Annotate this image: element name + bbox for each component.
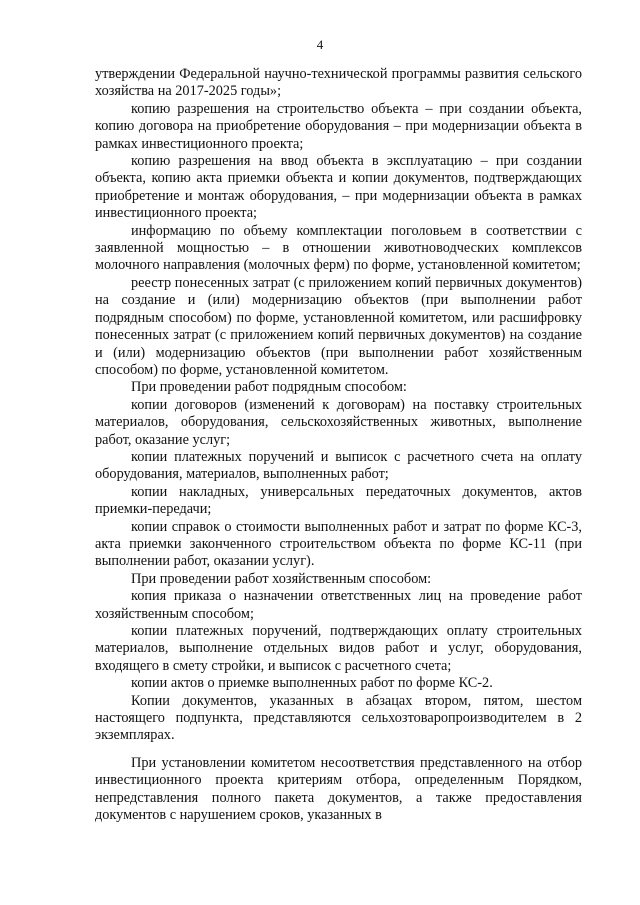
paragraph: копия приказа о назначении ответственных лиц на проведение работ хозяйственным способом; <box>95 588 582 622</box>
paragraph: При проведении работ подрядным способом: <box>131 379 407 396</box>
page-number: 4 <box>316 37 324 52</box>
paragraph: информацию по объему комплектации поголовьем в соответствии с заявленной мощностью – в отношении животноводческих комплексов молочного направления (молочных ферм) по форме, установленной комитетом; <box>95 222 582 274</box>
paragraph: копии справок о стоимости выполненных работ и затрат по форме КС-3, акта приемки законченного строительством объекта по форме КС-11 (при выполнении работ, оказании услуг). <box>95 518 582 570</box>
paragraph: утверждении Федеральной научно-технической программы развития сельского хозяйства на 2017-2025 годы»; <box>95 66 582 100</box>
paragraph: При проведении работ хозяйственным способом: <box>131 570 432 587</box>
paragraph: копии накладных, универсальных передаточных документов, актов приемки-передачи; <box>95 483 582 518</box>
paragraph: копию разрешения на строительство объекта – при создании объекта, копию договора на приобретение оборудования – при модернизации объекта в рамках инвестиционного проекта; <box>95 100 582 152</box>
paragraph: Копии документов, указанных в абзацах втором, пятом, шестом настоящего подпункта, представляются сельхозтоваропроизводителем в 2 экземплярах. <box>95 692 582 744</box>
paragraph: копии платежных поручений и выписок с расчетного счета на оплату оборудования, материалов, выполненных работ; <box>95 448 582 483</box>
paragraph: копии договоров (изменений к договорам) на поставку строительных материалов, оборудования, сельскохозяйственных животных, выполнение работ, оказание услуг; <box>95 396 582 448</box>
paragraph: При установлении комитетом несоответствия представленного на отбор инвестиционного проекта критериям отбора, определенным Порядком, непредставления полного пакета документов, а также предоставления документов с нарушением сроков, указанных в <box>95 754 582 824</box>
paragraph: реестр понесенных затрат (с приложением копий первичных документов) на создание и (или) модернизацию объектов (при выполнении работ подрядным способом) по форме, установленной комитетом, или расшифровку понесенных затрат (с приложением копий первичных документов) на создание и (или) модернизацию объектов (при выполнении работ хозяйственным способом) по форме, установленной комитетом. <box>95 274 582 378</box>
paragraph: копию разрешения на ввод объекта в эксплуатацию – при создании объекта, копию акта приемки объекта и копии документов, подтверждающих приобретение и монтаж оборудования, – при модернизации объекта в рамках инвестиционного проекта; <box>95 153 582 222</box>
paragraph: копии платежных поручений, подтверждающих оплату строительных материалов, выполнение отдельных видов работ и услуг, оборудования, входящего в смету стройки, и выписок с расчетного счета; <box>95 623 582 674</box>
paragraph: копии актов о приемке выполненных работ по форме КС-2. <box>131 675 493 692</box>
document-body <box>95 66 582 824</box>
